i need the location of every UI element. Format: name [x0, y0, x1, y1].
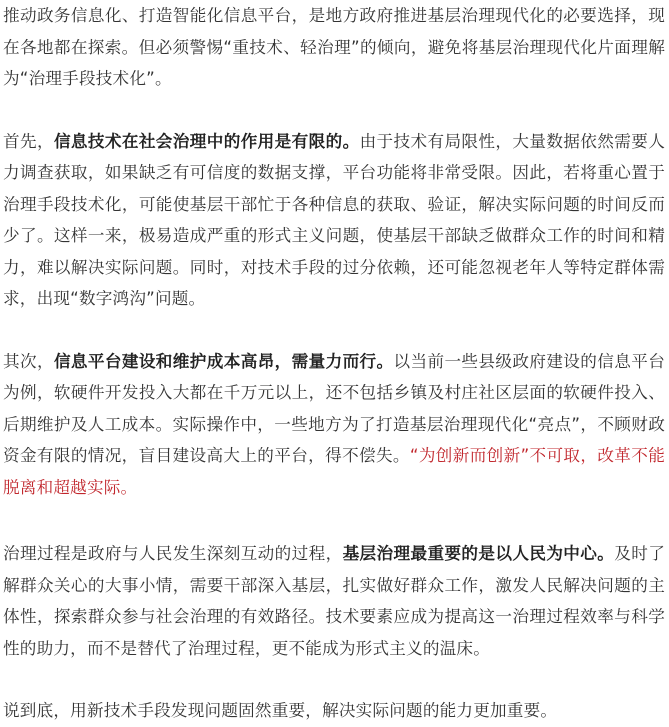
paragraph-intro	[3, 0, 665, 95]
paragraph-text: 由于技术有局限性，大量数据依然需要人力调查获取，如果缺乏有可信度的数据支撑，平台功能将非常受限。因此，若将重心置于治理手段技术化，可能使基层干部忙于各种信息的获取、验证，解决实际问题的时间反而少了。这样一来，极易造成严重的形式主义问题，使基层干部缺乏做群众工作的时间和精力，难以解决实际问题。同时，对技术手段的过分依赖，还可能忽视老年人等特定群体需求，出现“数字鸿沟”问题。	[3, 131, 665, 308]
paragraph-key-point: 信息技术在社会治理中的作用是有限的。	[53, 131, 360, 151]
paragraph-text: 说到底，用新技术手段发现问题固然重要，解决实际问题的能力更加重要。	[3, 701, 558, 720]
paragraph-conclusion	[3, 695, 665, 727]
paragraph-key-point: 信息平台建设和维护成本高昂，需量力而行。	[53, 351, 394, 371]
paragraph-text: 及时了解群众关心的大事小情，需要干部深入基层，扎实做好群众工作，激发人民解决问题的主体性，探索群众参与社会治理的有效路径。技术要素应成为提高这一治理过程效率与科学性的助力，而不是替代了治理过程，更不能成为形式主义的温床。	[3, 544, 666, 658]
paragraph-lead: 治理过程是政府与人民发生深刻互动的过程，	[3, 544, 343, 563]
paragraph-key-point: 基层治理最重要的是以人民为中心。	[342, 544, 615, 563]
paragraph-lead: 首先，	[3, 131, 54, 151]
paragraph-text: 以当前一些县级政府建设的信息平台为例，软硬件开发投入大都在千万元以上，还不包括乡镇及村庄社区层面的软硬件投入、后期维护及人工成本。实际操作中，一些地方为了打造基层治理现代化“亮点”，不顾财政资金有限的情况，盲目建设高大上的平台，得不偿失。	[3, 351, 665, 465]
paragraph-second-point	[3, 346, 665, 504]
article-body	[3, 0, 665, 727]
paragraph-text: 推动政务信息化、打造智能化信息平台，是地方政府推进基层治理现代化的必要选择，现在各地都在探索。但必须警惕“重技术、轻治理”的倾向，避免将基层治理现代化片面理解为“治理手段技术化”。	[3, 6, 665, 88]
paragraph-third-point	[3, 538, 665, 664]
paragraph-lead: 其次，	[3, 351, 54, 371]
paragraph-first-point	[3, 126, 665, 315]
paragraph-highlight: “为创新而创新”不可取，改革不能脱离和超越实际。	[3, 446, 665, 497]
